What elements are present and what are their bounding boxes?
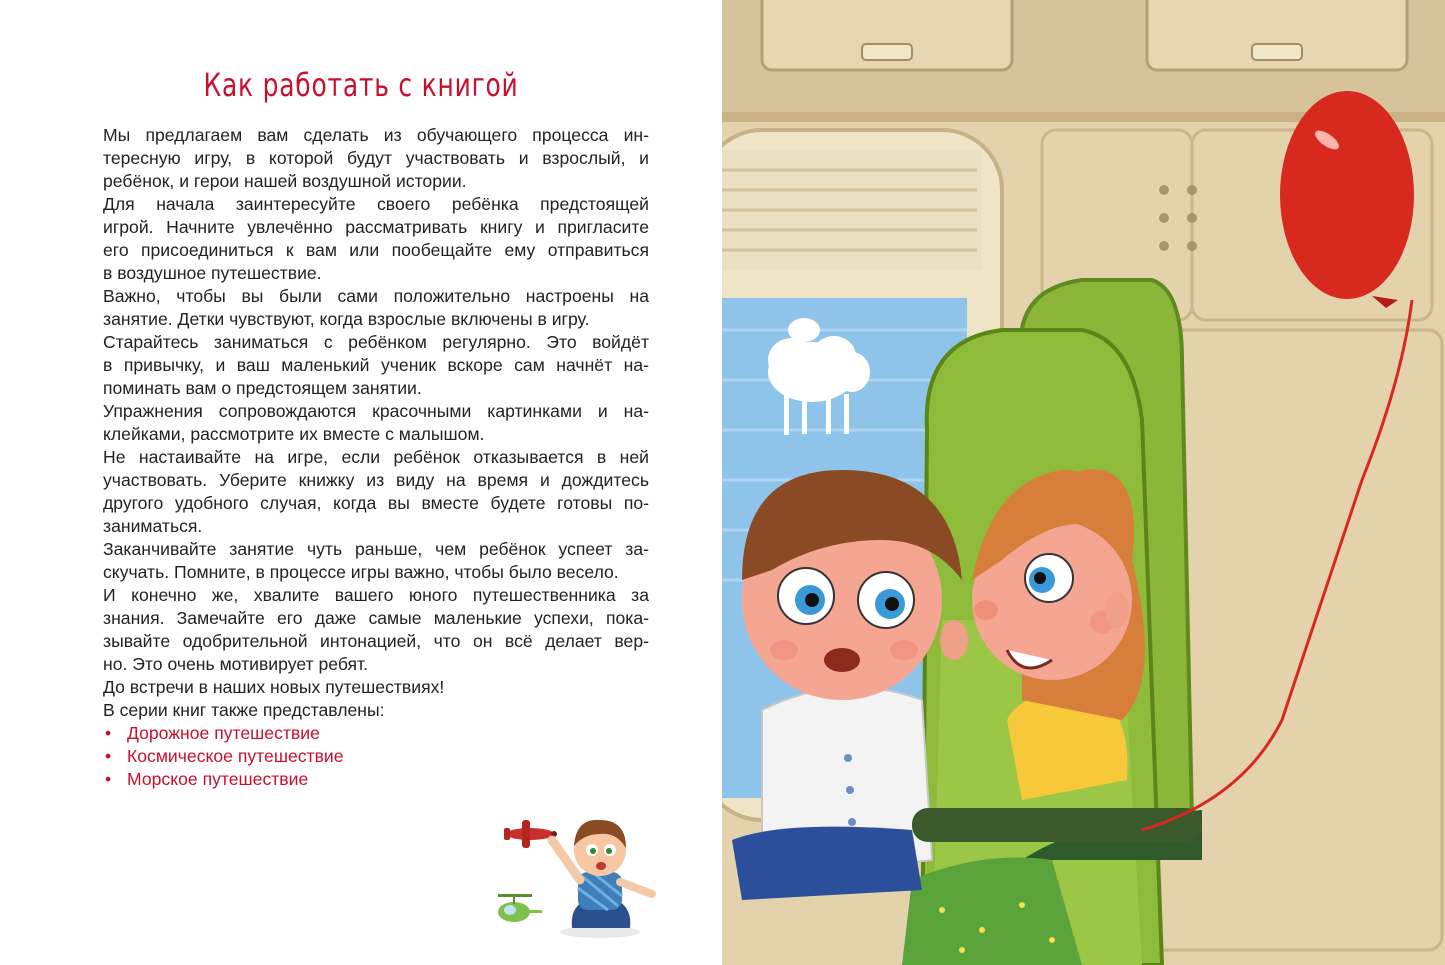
text-line: другого удобного случая, когда вы вместе будете готовы по- [103, 493, 649, 513]
book-series-item [103, 722, 649, 745]
text-line: До встречи в наших новых путешествиях! [103, 677, 445, 697]
book-series-item [103, 745, 649, 768]
text-line: Заканчивайте занятие чуть раньше, чем ребёнок успеет за- [103, 539, 649, 559]
text-line: ребёнок, и герои нашей воздушной истории. [103, 171, 467, 191]
text-line: занятие. Детки чувствуют, когда взрослые включены в игру. [103, 309, 590, 329]
book-series-list [103, 722, 649, 791]
text-line: знания. Замечайте его даже самые маленькие успехи, пока- [103, 608, 649, 628]
book-series-title: Дорожное путешествие [127, 723, 320, 743]
text-line: поминать вам о предстоящем занятии. [103, 378, 422, 398]
overhead-bin-right [1147, 0, 1407, 70]
text-line: в привычку, и ваш маленький ученик вскоре сам начнёт на- [103, 355, 649, 375]
text-line: но. Это очень мотивирует ребят. [103, 654, 369, 674]
text-line: Старайтесь заниматься с ребёнком регулярно. Это войдёт [103, 332, 649, 352]
text-line: Не настаивайте на игре, если ребёнок отказывается в ней [103, 447, 649, 467]
text-line: игрой. Начните увлечённо рассматривать книгу и пригласите [103, 217, 649, 237]
book-series-title: Космическое путешествие [127, 746, 344, 766]
text-line: Важно, чтобы вы были сами положительно настроены на [103, 286, 649, 306]
text-line: его присоединиться к вам или пообещайте ему отправиться [103, 240, 649, 260]
text-line: Упражнения сопровождаются красочными картинками и на- [103, 401, 649, 421]
illustration-page [722, 0, 1445, 965]
text-line: И конечно же, хвалите вашего юного путешественника за [103, 585, 649, 605]
text-line: Мы предлагаем вам сделать из обучающего процесса ин- [103, 125, 649, 145]
text-line: клейками, рассмотрите их вместе с малышом. [103, 424, 485, 444]
book-series-item [103, 768, 649, 791]
bullet-icon: • [105, 723, 112, 743]
boy-with-toy-plane-illustration [492, 810, 662, 940]
overhead-bin-left [762, 0, 1012, 70]
paragraph-list [103, 124, 649, 722]
left-page [0, 0, 722, 965]
airplane-cabin-illustration [722, 0, 1445, 965]
page-title: Как работать с книгой [203, 66, 519, 104]
text-line: Для начала заинтересуйте своего ребёнка предстоящей [103, 194, 649, 214]
text-line: участвовать. Уберите книжку из виду на время и дождитесь [103, 470, 649, 490]
boy-figure [552, 820, 652, 938]
bullet-icon: • [105, 769, 112, 789]
text-line: тересную игру, в которой будут участвовать и взрослый, и [103, 148, 649, 168]
toy-helicopter-icon [498, 894, 542, 922]
toy-plane-icon [504, 820, 557, 848]
text-line: В серии книг также представлены: [103, 700, 385, 720]
instructions-text [103, 124, 649, 791]
text-line: зывайте одобрительной интонацией, что он всё делает вер- [103, 631, 649, 651]
book-series-title: Морское путешествие [127, 769, 309, 789]
bullet-icon: • [105, 746, 112, 766]
text-line: в воздушное путешествие. [103, 263, 322, 283]
text-line: скучать. Помните, в процессе игры важно, чтобы было весело. [103, 562, 619, 582]
text-line: заниматься. [103, 516, 203, 536]
